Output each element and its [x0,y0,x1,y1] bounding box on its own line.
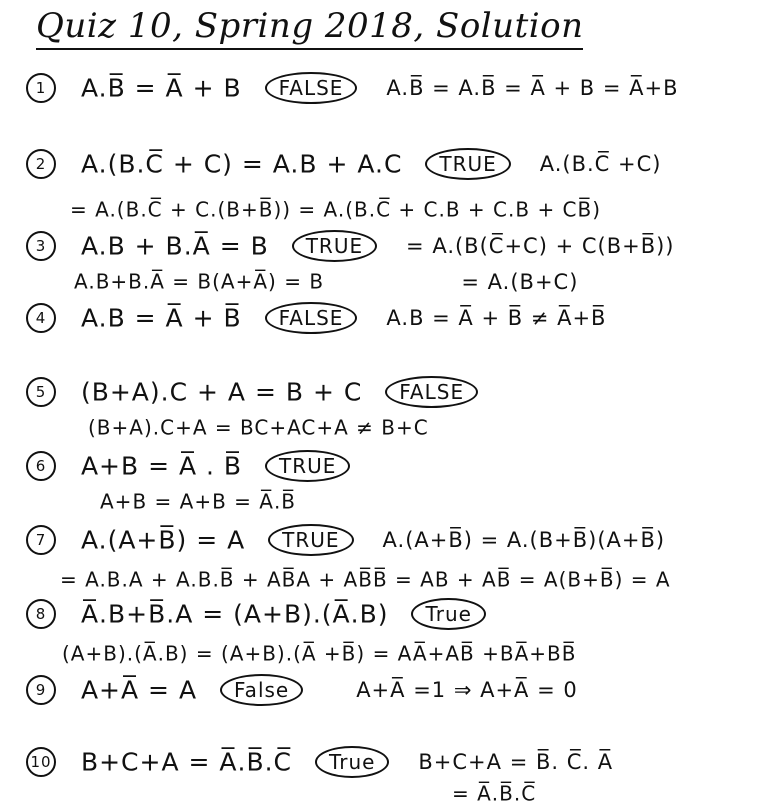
solution-work: = A.(B+C) [461,269,579,294]
solution-work: A+B = A+B = A̅.B̅ [100,489,297,514]
problem-7 [26,524,665,556]
page-title: Quiz 10, Spring 2018, Solution [36,6,583,50]
solution-work: A.B̅ = A.B̅ = A̅ + B = A̅+B [386,76,679,100]
problem-number: 4 [26,303,56,333]
problem-equation: A.B̅ = A̅ + B [80,73,242,103]
problem-number: 7 [26,525,56,555]
problem-equation: B+C+A = A̅.B̅.C̅ [80,747,292,777]
solution-work: (B+A).C+A = BC+AC+A ≠ B+C [88,415,429,440]
problem-number: 10 [26,747,56,777]
problem-6 [26,450,364,482]
problem-10 [26,746,613,778]
problem-equation: A.B + B.A̅ = B [80,231,269,261]
solution-line [452,780,536,806]
problem-number: 9 [26,675,56,705]
problem-5 [26,376,492,408]
solution-work: (A+B).(A̅.B) = (A+B).(A̅ +B̅) = AA̅+AB̅ +BA̅+BB̅ [62,641,577,666]
problem-3 [26,230,675,262]
solution-work: A.B = A̅ + B̅ ≠ A̅+B̅ [386,306,607,330]
verdict-badge: TRUE [265,450,350,482]
solution-work: A.(B.C̅ +C) [539,152,662,176]
problem-9 [26,674,578,706]
solution-work: = A.(B.C̅ + C.(B+B̅)) = A.(B.C̅ + C.B + C.B + CB̅) [70,197,602,222]
verdict-badge: FALSE [385,376,478,408]
verdict-badge: True [411,598,485,630]
problem-8 [26,598,500,630]
solution-work: A.B+B.A̅ = B(A+A̅) = B [74,269,325,294]
solution-work: A+A̅ =1 ⇒ A+A̅ = 0 [356,678,578,702]
problem-equation: A+A̅ = A [80,675,198,705]
problem-number: 2 [26,149,56,179]
solution-work: = A.(B(C̅+C) + C(B+B̅)) [406,234,675,258]
problem-equation: A.(B.C̅ + C) = A.B + A.C [80,149,403,179]
problem-1 [26,72,678,104]
solution-line [62,640,576,666]
verdict-badge: TRUE [425,148,510,180]
verdict-badge: True [315,746,389,778]
problem-2 [26,148,661,180]
solution-work: = A.B.A + A.B.B̅ + AB̅A + AB̅B̅ = AB + AB̅ = A(B+B̅) = A [60,567,671,592]
problem-number: 5 [26,377,56,407]
solution-line [70,196,601,222]
problem-equation: (B+A).C + A = B + C [80,377,363,407]
verdict-badge: FALSE [265,72,358,104]
solution-line [74,268,578,294]
problem-equation: A̅.B+B̅.A = (A+B).(A̅.B) [80,599,389,629]
problem-number: 3 [26,231,56,261]
problem-equation: A.(A+B̅) = A [80,525,246,555]
solution-work: B+C+A = B̅. C̅. A̅ [418,750,614,774]
solution-work: = A̅.B̅.C̅ [452,781,537,806]
solution-line [60,566,671,592]
problem-equation: A+B = A̅ . B̅ [80,451,243,481]
problem-number: 6 [26,451,56,481]
verdict-badge: TRUE [292,230,377,262]
solution-line [88,414,429,440]
verdict-badge: FALSE [265,302,358,334]
verdict-badge: TRUE [268,524,353,556]
solution-line [100,488,296,514]
verdict-badge: False [220,674,303,706]
problem-number: 8 [26,599,56,629]
solution-work: A.(A+B̅) = A.(B+B̅)(A+B̅) [382,528,666,552]
problem-equation: A.B = A̅ + B̅ [80,303,242,333]
problem-number: 1 [26,73,56,103]
problem-4 [26,302,606,334]
